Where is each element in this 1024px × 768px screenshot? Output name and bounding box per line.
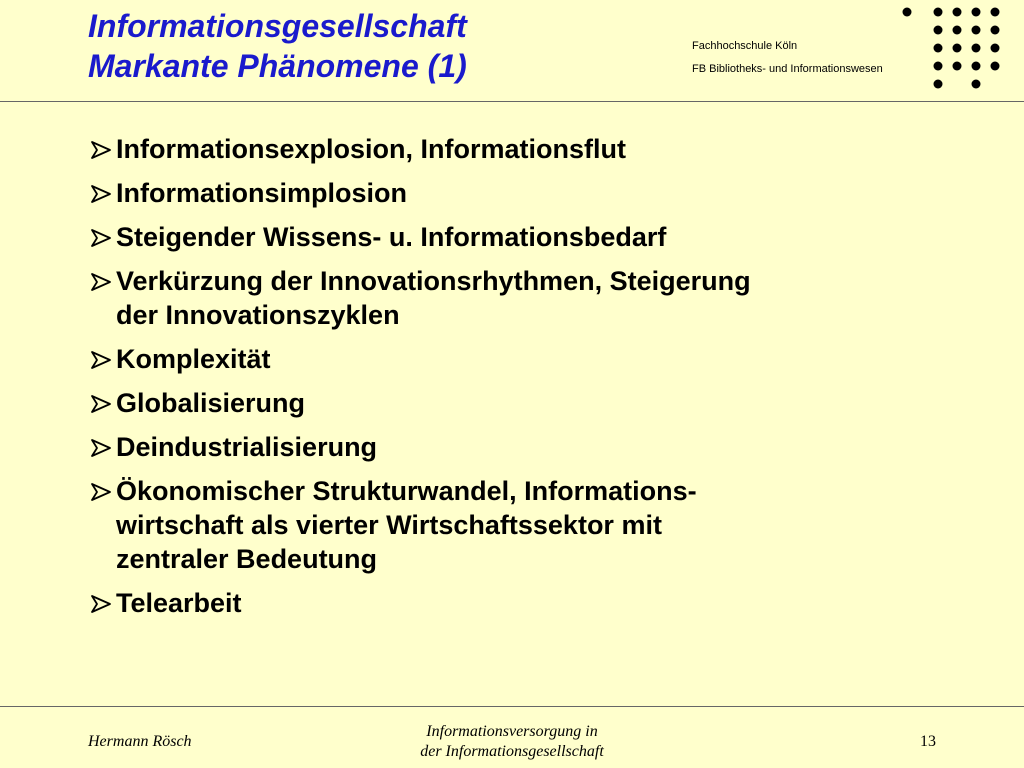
- arrowhead-bullet-icon: [90, 594, 112, 614]
- bullet-item: [90, 132, 970, 166]
- footer-course-line-2: der Informationsgesellschaft: [420, 743, 604, 760]
- bullet-item: [90, 386, 970, 420]
- footer-course-line-1: Informationsversorgung in: [426, 723, 598, 740]
- title-line-2: Markante Phänomene (1): [88, 48, 467, 84]
- bullet-item: [90, 474, 970, 576]
- institution-name: Fachhochschule Köln: [692, 40, 798, 52]
- arrowhead-bullet-icon: [90, 184, 112, 204]
- slide-title: [88, 6, 648, 86]
- bullet-text-line: Ökonomischer Strukturwandel, Informations-: [116, 476, 697, 506]
- arrowhead-bullet-icon: [90, 228, 112, 248]
- footer-divider: [0, 706, 1024, 707]
- department-name: FB Bibliotheks- und Informationswesen: [692, 63, 883, 75]
- arrowhead-bullet-icon: [90, 140, 112, 160]
- bullet-text-line: Informationsexplosion, Informationsflut: [116, 134, 627, 164]
- bullet-text-line: Verkürzung der Innovationsrhythmen, Steigerung: [116, 266, 751, 296]
- arrowhead-bullet-icon: [90, 350, 112, 370]
- header-divider: [0, 101, 1024, 102]
- bullet-item: [90, 220, 970, 254]
- bullet-text-line: Telearbeit: [116, 588, 242, 618]
- dot-grid-logo-icon: [900, 0, 1024, 100]
- bullet-list: [90, 132, 970, 630]
- bullet-text-line: Informationsimplosion: [116, 178, 408, 208]
- bullet-text-line: zentraler Bedeutung: [116, 544, 378, 574]
- arrowhead-bullet-icon: [90, 394, 112, 414]
- bullet-item: [90, 430, 970, 464]
- title-line-1: Informationsgesellschaft: [88, 8, 467, 44]
- bullet-text-line: Deindustrialisierung: [116, 432, 378, 462]
- bullet-text-line: Komplexität: [116, 344, 271, 374]
- bullet-text-line: Globalisierung: [116, 388, 306, 418]
- arrowhead-bullet-icon: [90, 438, 112, 458]
- bullet-text-line: der Innovationszyklen: [116, 300, 400, 330]
- arrowhead-bullet-icon: [90, 482, 112, 502]
- bullet-item: [90, 176, 970, 210]
- page-number: 13: [920, 733, 936, 750]
- bullet-text-line: wirtschaft als vierter Wirtschaftssektor mit: [116, 510, 662, 540]
- bullet-item: [90, 342, 970, 376]
- footer-author: Hermann Rösch: [88, 733, 192, 750]
- arrowhead-bullet-icon: [90, 272, 112, 292]
- bullet-item: [90, 264, 970, 332]
- bullet-item: [90, 586, 970, 620]
- footer-course-title: [362, 722, 662, 762]
- bullet-text-line: Steigender Wissens- u. Informationsbedarf: [116, 222, 667, 252]
